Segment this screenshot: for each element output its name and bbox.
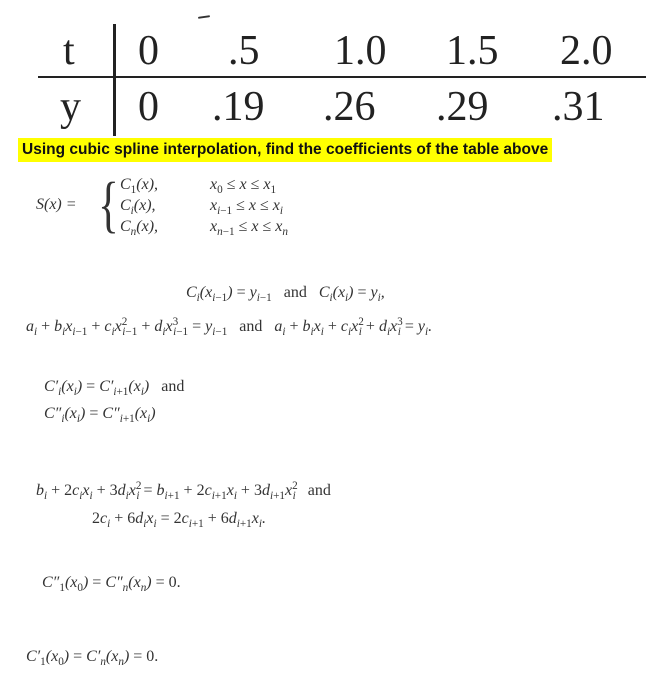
case-condition: $x_0 \le x \le x_1$ [210,176,277,196]
table-y-cell: .29 [436,84,489,130]
table-y-cell: 0 [138,84,159,130]
interpolation-condition: $C_i(x_{i-1}) = y_{i-1}$ and $C_i(x_i) = y_i$, [186,284,385,304]
first-derivative-continuity: $C'_i(x_i) = C'_{i+1}(x_i)$ and [44,378,185,398]
case-function: $C_n(x)$, [120,218,159,238]
expanded-second-derivative: $2c_i + 6d_ix_i = 2c_{i+1} + 6d_{i+1}x_i$. [92,510,266,530]
natural-boundary-condition: $C''_1(x_0) = C''_n(x_n) = 0$. [42,574,181,594]
table-t-cell: 1.0 [334,28,387,74]
instruction-text: Using cubic spline interpolation, find the coefficients of the table above [18,138,552,162]
stray-mark [198,15,210,19]
case-function: $C_1(x)$, [120,176,159,196]
table-y-cell: .26 [323,84,376,130]
left-brace: { [98,171,119,239]
expanded-first-derivative: $b_i + 2c_ix_i + 3d_ix^2_i = b_{i+1} + 2c_{i+1}x_i + 3d_{i+1}x^2_i$ and [36,480,331,503]
case-condition: $x_{n-1} \le x \le x_n$ [210,218,288,238]
case-condition: $x_{i-1} \le x \le x_i$ [210,197,284,217]
table-t-label: t [63,28,75,74]
table-t-cell: 2.0 [560,28,613,74]
table-y-cell: .31 [552,84,605,130]
table-y-label: y [60,84,81,130]
table-t-cell: 0 [138,28,159,74]
table-y-cell: .19 [212,84,265,130]
case-function: $C_i(x)$, [120,197,156,217]
clamped-boundary-condition: $C'_1(x_0) = C'_n(x_n) = 0$. [26,648,159,668]
spline-lhs: S(x) = [36,196,77,213]
table-t-cell: 1.5 [446,28,499,74]
polynomial-condition: $a_i + b_ix_{i-1} + c_ix^2_{i-1} + d_ix^3_{i-1} = y_{i-1}$ and $a_i + b_ix_i + c_ix^2_i + d_ix^3_i = y_i$. [26,316,433,339]
table-t-cell: .5 [228,28,260,74]
second-derivative-continuity: $C''_i(x_i) = C''_{i+1}(x_i)$ [44,405,156,425]
table-vertical-divider [113,24,116,136]
table-horizontal-divider [38,76,646,78]
